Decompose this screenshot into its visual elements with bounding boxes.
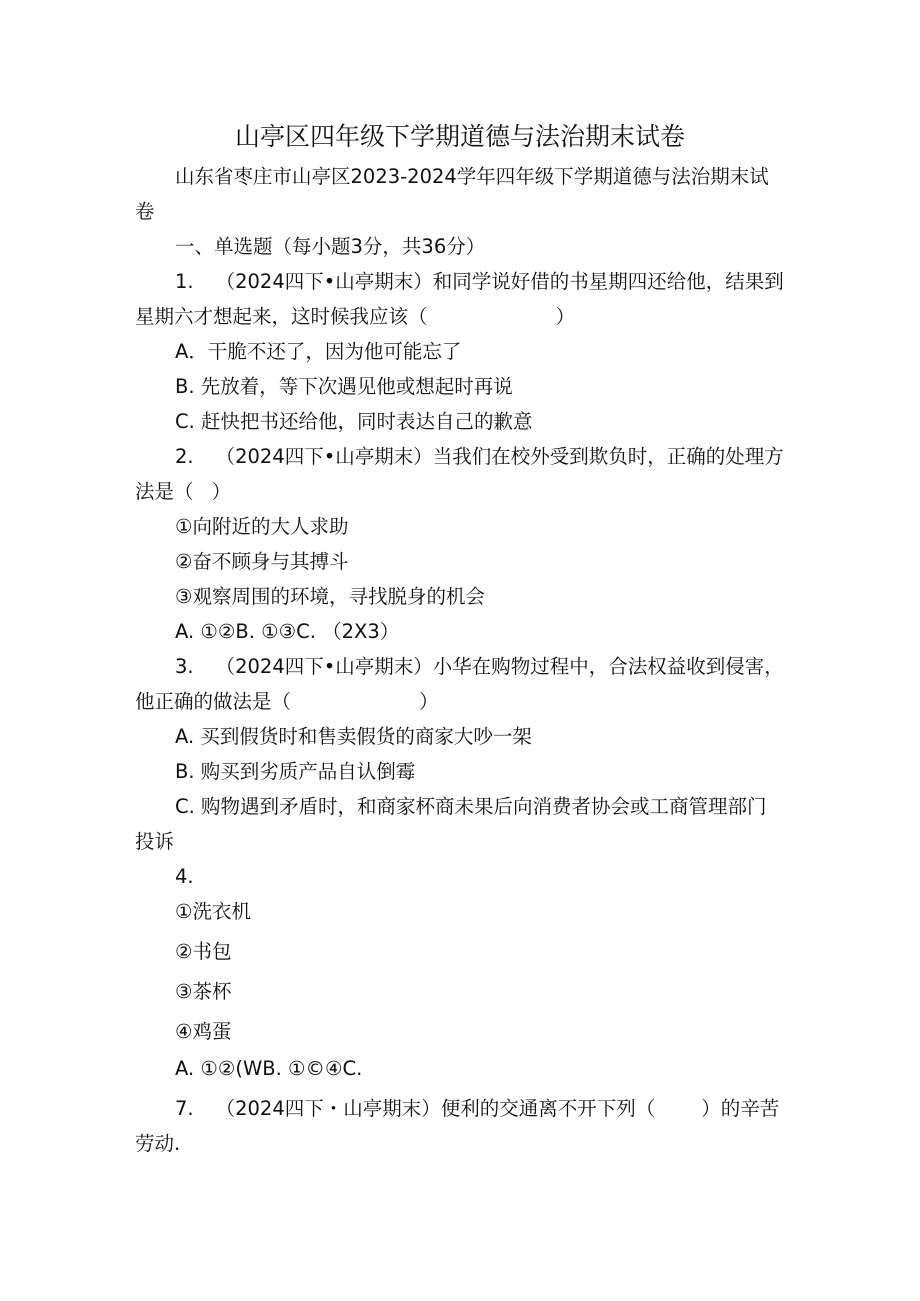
question-text: （2024四下•山亭期末）小华在购物过程中，合法权益收到侵害， (215, 655, 784, 678)
question-2-line-1 (175, 442, 784, 472)
question-text: 法是（ (135, 480, 194, 503)
blank-close: ） (211, 480, 232, 503)
question-text: （2024四下・山亭期末）便利的交通离不开下列（ (215, 1097, 656, 1120)
question-text: ）的辛苦 (701, 1097, 780, 1120)
list-item: ①洗衣机 (175, 900, 251, 923)
option-a: A．干脆不还了，因为他可能忘了 (175, 340, 462, 363)
question-text: 星期六才想起来，这时候我应该（ (135, 305, 428, 328)
option-a: A. 买到假货时和售卖假货的商家大吵一架 (175, 725, 532, 748)
list-item: ③茶杯 (175, 980, 232, 1003)
subtitle-line-1: 山东省枣庄市山亭区2023-2024学年四年级下学期道德与法治期末试 (175, 165, 769, 188)
list-item: ②奋不顾身与其搏斗 (175, 550, 349, 573)
list-item: ④鸡蛋 (175, 1020, 232, 1043)
question-7-line-1 (175, 1094, 779, 1124)
question-1-line-1 (175, 267, 784, 297)
answer-options: A. ①②B. ①③C. （2X3） (175, 620, 400, 643)
answer-options: A. ①②(WB. ①©④C. (175, 1057, 363, 1080)
question-1-line-2 (135, 302, 575, 332)
option-c: C. 赶快把书还给他，同时表达自己的歉意 (175, 410, 533, 433)
option-b: B. 购买到劣质产品自认倒霉 (175, 760, 416, 783)
question-3-line-1 (175, 652, 784, 682)
document-title: 山亭区四年级下学期道德与法治期末试卷 (234, 122, 685, 151)
blank-close: ） (419, 690, 439, 713)
list-item: ①向附近的大人求助 (175, 515, 349, 538)
list-item: ③观察周围的环境，寻找脱身的机会 (175, 585, 485, 608)
question-7-line-2: 劳动. (135, 1132, 181, 1155)
option-b: B. 先放着，等下次遇见他或想起时再说 (175, 375, 513, 398)
option-c-line-2: 投诉 (135, 830, 175, 853)
section-heading: 一、单选题（每小题3分，共36分） (175, 235, 486, 258)
question-number: 7. (175, 1097, 194, 1120)
option-c-line-1: C. 购物遇到矛盾时，和商家杯商未果后向消费者协会或工商管理部门 (175, 795, 767, 818)
question-text: （2024四下•山亭期末）当我们在校外受到欺负时，正确的处理方 (215, 445, 784, 468)
subtitle-line-2: 卷 (135, 200, 155, 223)
question-number: 1. (175, 270, 194, 293)
question-number: 3. (175, 655, 194, 678)
question-2-line-2 (135, 477, 231, 507)
question-text: 他正确的做法是（ (135, 690, 292, 713)
question-4-number: 4. (175, 865, 194, 888)
blank-close: ） (555, 305, 576, 328)
question-number: 2. (175, 445, 194, 468)
question-3-line-2 (135, 687, 439, 717)
question-text: （2024四下•山亭期末）和同学说好借的书星期四还给他，结果到 (215, 270, 784, 293)
list-item: ②书包 (175, 940, 232, 963)
